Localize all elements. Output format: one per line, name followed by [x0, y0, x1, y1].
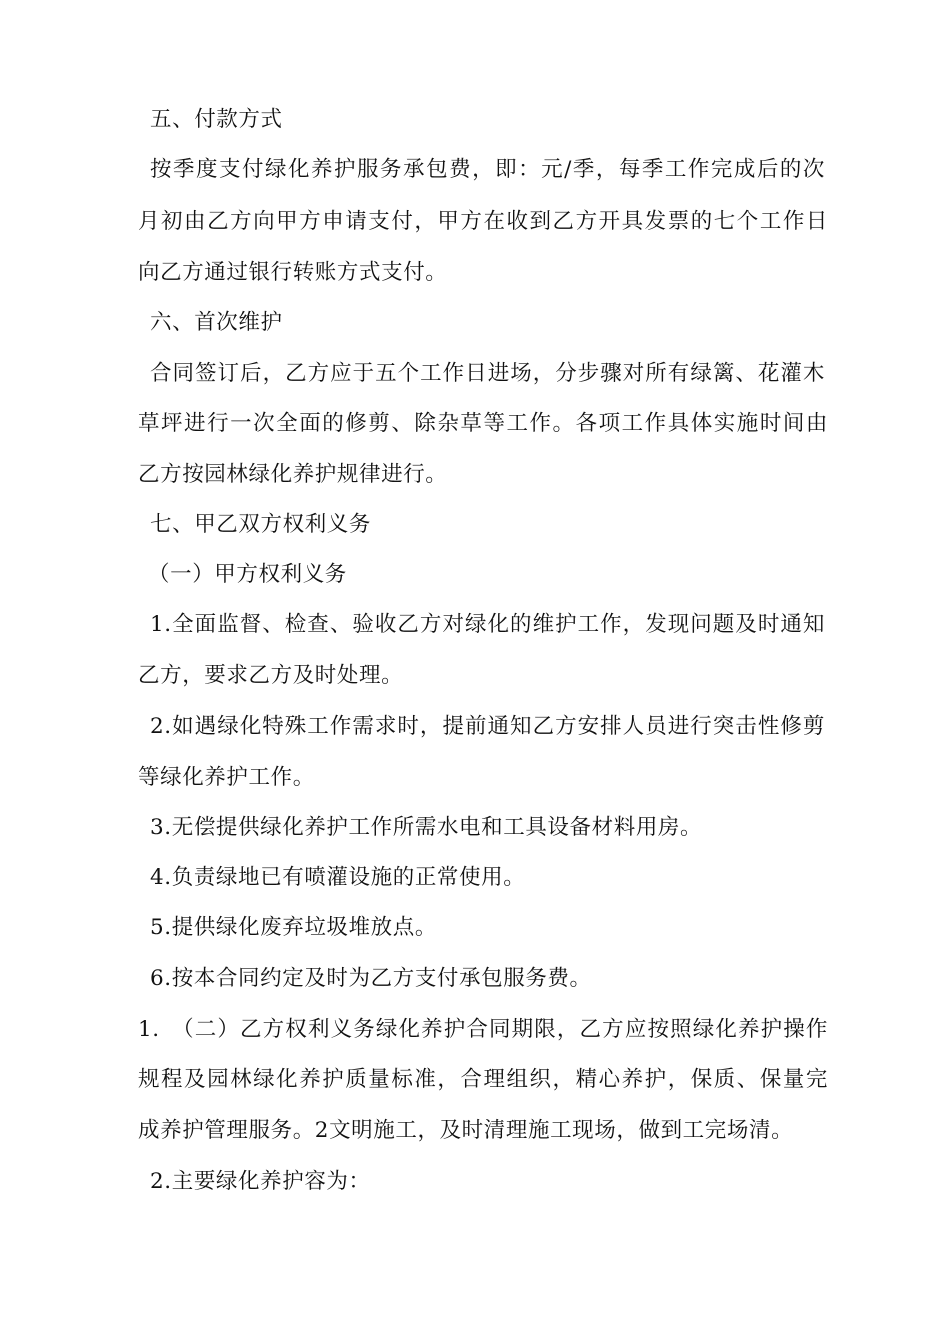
party-b-item-2: 2.主要绿化养护容为： [150, 1169, 371, 1194]
party-b-paragraph-line-1: 1. （二）乙方权利义务绿化养护合同期限，乙方应按照绿化养护操作 [138, 1017, 828, 1042]
party-a-item-6: 6.按本合同约定及时为乙方支付承包服务费。 [150, 966, 592, 991]
section-heading-first-maintenance: 六、首次维护 [150, 310, 283, 335]
maintenance-paragraph-line-2: 草坪进行一次全面的修剪、除杂草等工作。各项工作具体实施时间由 [138, 411, 828, 436]
party-a-item-1-line-2: 乙方，要求乙方及时处理。 [138, 663, 404, 688]
maintenance-paragraph-line-1: 合同签订后，乙方应于五个工作日进场，分步骤对所有绿篱、花灌木 [150, 361, 825, 386]
party-b-paragraph-line-3: 成养护管理服务。2文明施工，及时清理施工现场，做到工完场清。 [138, 1118, 794, 1143]
maintenance-paragraph-line-3: 乙方按园林绿化养护规律进行。 [138, 462, 448, 487]
payment-paragraph-line-2: 月初由乙方向甲方申请支付，甲方在收到乙方开具发票的七个工作日 [138, 209, 828, 234]
party-a-item-5: 5.提供绿化废弃垃圾堆放点。 [150, 915, 437, 940]
payment-paragraph-line-1: 按季度支付绿化养护服务承包费，即：元/季，每季工作完成后的次 [150, 157, 825, 182]
party-b-paragraph-line-2: 规程及园林绿化养护质量标准，合理组织，精心养护，保质、保量完 [138, 1067, 828, 1092]
party-a-item-2-line-2: 等绿化养护工作。 [138, 765, 315, 790]
party-a-item-4: 4.负责绿地已有喷灌设施的正常使用。 [150, 865, 526, 890]
party-a-item-2-line-1: 2.如遇绿化特殊工作需求时，提前通知乙方安排人员进行突击性修剪 [150, 714, 825, 739]
party-a-item-3: 3.无偿提供绿化养护工作所需水电和工具设备材料用房。 [150, 815, 703, 840]
section-heading-payment: 五、付款方式 [150, 107, 283, 132]
payment-paragraph-line-3: 向乙方通过银行转账方式支付。 [138, 260, 448, 285]
section-heading-rights-obligations: 七、甲乙双方权利义务 [150, 512, 372, 537]
subsection-heading-party-a: （一）甲方权利义务 [148, 562, 347, 587]
party-a-item-1-line-1: 1.全面监督、检查、验收乙方对绿化的维护工作，发现问题及时通知 [150, 612, 825, 637]
